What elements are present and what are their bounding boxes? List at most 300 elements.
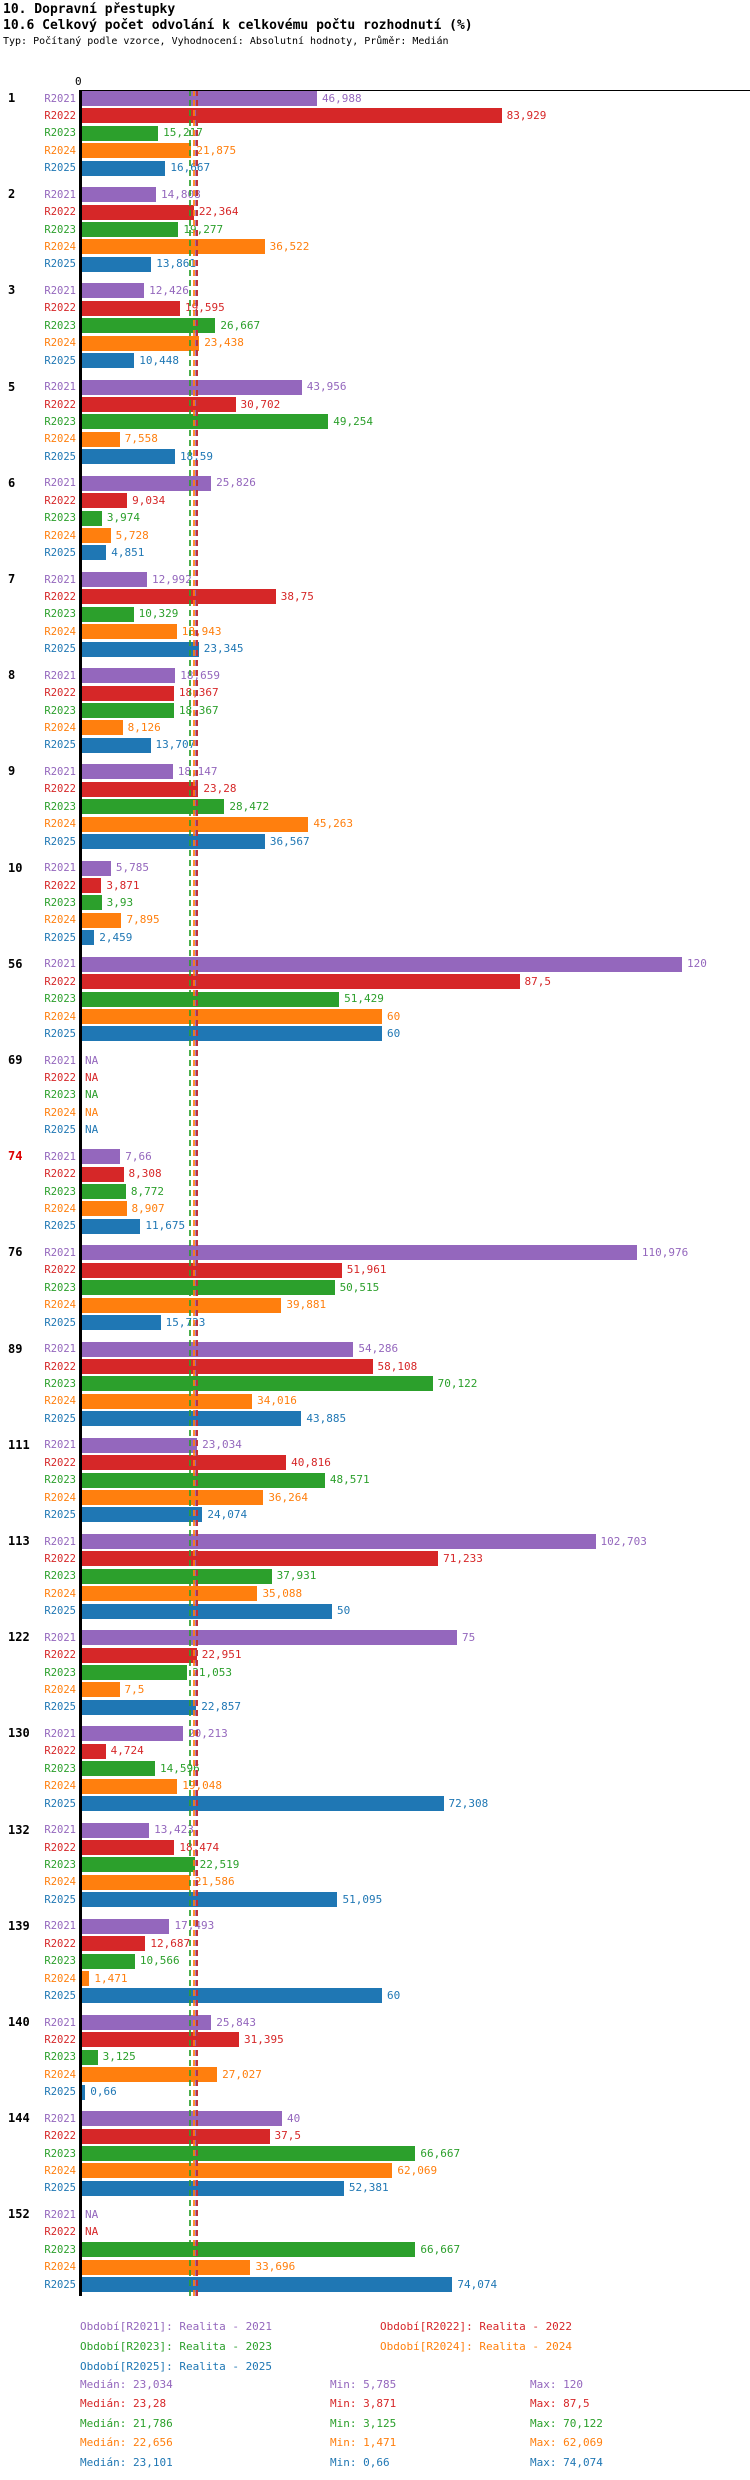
bar-R2022 — [82, 974, 520, 989]
bar-value-label: 25,826 — [216, 476, 256, 490]
bar-value-label: 22,951 — [201, 1648, 242, 1662]
x-axis-line — [79, 90, 750, 91]
bar-R2025 — [82, 1988, 382, 2003]
bar-R2022 — [82, 1744, 106, 1759]
bar-value-label: 51,095 — [342, 1892, 383, 1906]
bar-R2022 — [82, 589, 276, 604]
year-label: R2022 — [44, 1071, 76, 1084]
bar-R2021 — [82, 2111, 282, 2126]
bar-R2021 — [82, 91, 317, 106]
year-label: R2022 — [44, 1649, 76, 1662]
chart-category-title: 10. Dopravní přestupky — [3, 2, 176, 17]
year-label: R2024 — [44, 240, 76, 253]
bar-R2024 — [82, 432, 120, 447]
bar-value-label: 54,286 — [358, 1342, 399, 1356]
axis-zero-label: 0 — [75, 75, 82, 88]
stat-max-R2021: Max: 120 — [530, 2378, 583, 2391]
bar-R2024 — [82, 1971, 89, 1986]
bar-R2023 — [82, 1761, 155, 1776]
bar-value-label: 12,992 — [151, 572, 192, 586]
bar-R2021 — [82, 476, 211, 491]
bar-R2025 — [82, 738, 151, 753]
year-label: R2021 — [44, 1727, 76, 1740]
bar-value-label: 49,254 — [333, 414, 374, 428]
stat-min-R2023: Min: 3,125 — [330, 2416, 397, 2430]
group-label: 2 — [8, 187, 16, 202]
bar-value-label: 36,522 — [269, 239, 310, 253]
bar-R2024 — [82, 2163, 392, 2178]
bar-R2021 — [82, 861, 111, 876]
bar-R2023 — [82, 1665, 187, 1680]
year-label: R2024 — [44, 1972, 76, 1985]
bar-value-label: 3,974 — [106, 511, 140, 525]
bar-value-label: 3,93 — [106, 895, 134, 909]
bar-R2024 — [82, 1394, 252, 1409]
bar-R2023 — [82, 607, 134, 622]
year-label: R2024 — [44, 1202, 76, 1215]
stat-median-R2023: Medián: 21,786 — [80, 2416, 173, 2430]
year-label: R2025 — [44, 1412, 76, 1425]
group-label: 69 — [8, 1053, 23, 1067]
group-label: 9 — [8, 764, 16, 779]
bar-value-label: 110,976 — [641, 1245, 689, 1259]
year-label: R2024 — [44, 144, 76, 157]
year-label: R2025 — [44, 546, 76, 559]
bar-value-label: 2,459 — [99, 930, 133, 944]
year-label: R2022 — [44, 1937, 76, 1950]
stat-max-R2023: Max: 70,122 — [530, 2416, 603, 2430]
bar-value-label: 31,395 — [243, 2032, 284, 2046]
bar-R2025 — [82, 930, 94, 945]
bar-R2024 — [82, 913, 121, 928]
year-label: R2023 — [44, 1377, 76, 1390]
year-label: R2025 — [44, 835, 76, 848]
bar-value-label: 87,5 — [524, 974, 551, 988]
bar-R2021 — [82, 1630, 457, 1645]
bar-R2024 — [82, 1490, 263, 1505]
group-label: 3 — [8, 283, 16, 298]
bar-value-label: 35,088 — [262, 1586, 303, 1600]
bar-R2024 — [82, 239, 265, 254]
year-label: R2022 — [44, 1168, 76, 1181]
year-label: R2024 — [44, 1587, 76, 1600]
year-label: R2024 — [44, 721, 76, 734]
year-label: R2021 — [44, 1054, 76, 1067]
year-label: R2025 — [44, 1124, 76, 1137]
year-label: R2022 — [44, 590, 76, 603]
bar-R2021 — [82, 380, 302, 395]
bar-value-label: 13,423 — [154, 1823, 194, 1837]
bar-value-label: 60 — [387, 1026, 401, 1040]
year-label: R2021 — [44, 2208, 76, 2221]
bar-value-label: 40,816 — [291, 1455, 331, 1469]
bar-R2024 — [82, 1201, 127, 1216]
bar-value-label: 18,59 — [179, 449, 214, 463]
group-label: 7 — [8, 572, 16, 586]
stat-max-R2024: Max: 62,069 — [530, 2436, 603, 2450]
bar-R2023 — [82, 2146, 415, 2161]
year-label: R2024 — [44, 1010, 76, 1023]
year-label: R2021 — [44, 1824, 76, 1837]
bar-R2025 — [82, 2085, 85, 2100]
na-label: NA — [85, 2225, 99, 2239]
bar-value-label: 36,567 — [269, 834, 310, 848]
bar-value-label: 14,596 — [159, 1761, 200, 1775]
year-label: R2023 — [44, 608, 76, 621]
year-label: R2025 — [44, 1989, 76, 2002]
bar-value-label: 46,988 — [321, 91, 362, 105]
bar-R2025 — [82, 1026, 382, 1041]
bar-value-label: 39,881 — [286, 1298, 327, 1312]
year-label: R2025 — [44, 931, 76, 944]
year-label: R2024 — [44, 625, 76, 638]
year-label: R2023 — [44, 704, 76, 717]
bar-value-label: 22,364 — [198, 205, 239, 219]
bar-R2023 — [82, 799, 224, 814]
year-label: R2022 — [44, 206, 76, 219]
bar-value-label: 60 — [387, 1009, 401, 1023]
year-label: R2024 — [44, 1299, 76, 1312]
year-label: R2024 — [44, 2164, 76, 2177]
bar-value-label: 51,429 — [344, 992, 384, 1006]
bar-R2021 — [82, 2015, 211, 2030]
year-label: R2021 — [44, 1439, 76, 1452]
na-label: NA — [85, 1123, 99, 1137]
bar-value-label: 20,213 — [188, 1726, 228, 1740]
year-label: R2022 — [44, 975, 76, 988]
year-label: R2021 — [44, 958, 76, 971]
bar-R2022 — [82, 493, 127, 508]
bar-R2022 — [82, 1455, 286, 1470]
bar-value-label: 30,702 — [240, 397, 281, 411]
bar-R2022 — [82, 1648, 197, 1663]
group-label: 76 — [8, 1245, 23, 1260]
bar-R2025 — [82, 545, 106, 560]
group-label: 5 — [8, 379, 16, 394]
year-label: R2023 — [44, 2243, 76, 2256]
bar-value-label: 62,069 — [397, 2163, 438, 2177]
year-label: R2022 — [44, 302, 76, 315]
median-line-R2023 — [189, 90, 191, 2296]
bar-R2024 — [82, 1009, 382, 1024]
year-label: R2023 — [44, 512, 76, 525]
bar-value-label: 13,861 — [156, 257, 197, 271]
year-label: R2021 — [44, 1631, 76, 1644]
na-label: NA — [85, 1070, 99, 1084]
chart-meta-line: Typ: Počítaný podle vzorce, Vyhodnocení: Absolutní hodnoty, Průměr: Medián — [3, 36, 449, 47]
bar-R2024 — [82, 336, 199, 351]
bar-R2022 — [82, 1840, 174, 1855]
bar-R2022 — [82, 782, 198, 797]
bar-R2022 — [82, 205, 194, 220]
year-label: R2025 — [44, 1701, 76, 1714]
year-label: R2022 — [44, 109, 76, 122]
na-label: NA — [85, 1105, 99, 1119]
group-label: 10 — [8, 860, 23, 875]
year-label: R2025 — [44, 1893, 76, 1906]
year-label: R2022 — [44, 2130, 76, 2143]
bar-R2025 — [82, 642, 199, 657]
bar-R2023 — [82, 2050, 98, 2065]
legend-item-R2025: Období[R2025]: Realita - 2025 — [80, 2360, 273, 2373]
bar-R2023 — [82, 1184, 126, 1199]
bar-value-label: 15,217 — [163, 126, 203, 140]
bar-value-label: 75 — [462, 1630, 476, 1644]
bar-value-label: 18,943 — [181, 624, 222, 638]
bar-value-label: 8,772 — [130, 1184, 164, 1198]
bar-value-label: 4,851 — [111, 545, 145, 559]
bar-value-label: 18,367 — [178, 686, 219, 700]
bar-value-label: 9,034 — [132, 493, 166, 507]
bar-value-label: 70,122 — [437, 1376, 478, 1390]
bar-value-label: 33,696 — [255, 2260, 296, 2274]
bar-R2021 — [82, 764, 173, 779]
group-label: 1 — [8, 91, 16, 105]
year-label: R2025 — [44, 739, 76, 752]
year-label: R2022 — [44, 879, 76, 892]
year-label: R2022 — [44, 687, 76, 700]
bar-R2022 — [82, 301, 180, 316]
stat-median-R2022: Medián: 23,28 — [80, 2397, 167, 2411]
bar-R2022 — [82, 878, 101, 893]
bar-R2023 — [82, 1569, 272, 1584]
bar-R2025 — [82, 353, 134, 368]
bar-value-label: 23,034 — [202, 1438, 242, 1452]
bar-R2022 — [82, 397, 236, 412]
year-label: R2021 — [44, 1246, 76, 1259]
year-label: R2021 — [44, 2112, 76, 2125]
bar-R2022 — [82, 1167, 124, 1182]
year-label: R2023 — [44, 2147, 76, 2160]
bar-R2024 — [82, 2260, 250, 2275]
bar-value-label: 50 — [337, 1604, 351, 1618]
bar-value-label: 12,687 — [150, 1936, 191, 1950]
year-label: R2025 — [44, 2278, 76, 2291]
bar-R2024 — [82, 624, 177, 639]
na-label: NA — [85, 1053, 99, 1067]
year-label: R2023 — [44, 896, 76, 909]
year-label: R2023 — [44, 1185, 76, 1198]
group-label: 122 — [8, 1630, 30, 1645]
na-label: NA — [85, 1088, 99, 1102]
year-label: R2022 — [44, 2226, 76, 2239]
bar-value-label: 5,728 — [115, 528, 149, 542]
bar-value-label: 50,515 — [339, 1280, 380, 1294]
group-label: 56 — [8, 956, 23, 971]
bar-value-label: 18,147 — [177, 764, 218, 778]
bar-value-label: 25,843 — [216, 2015, 256, 2029]
bar-value-label: 51,961 — [346, 1263, 387, 1277]
bar-value-label: 8,126 — [127, 720, 161, 734]
year-label: R2025 — [44, 162, 76, 175]
year-label: R2022 — [44, 2033, 76, 2046]
bar-value-label: 72,308 — [448, 1796, 489, 1810]
bar-value-label: 13,707 — [155, 738, 196, 752]
bar-value-label: 24,074 — [207, 1507, 248, 1521]
year-label: R2025 — [44, 643, 76, 656]
year-label: R2025 — [44, 258, 76, 271]
bar-R2021 — [82, 572, 147, 587]
year-label: R2025 — [44, 1027, 76, 1040]
bar-value-label: 52,381 — [348, 2181, 389, 2195]
bar-value-label: 1,471 — [94, 1971, 128, 1985]
bar-R2021 — [82, 187, 156, 202]
bar-R2025 — [82, 1507, 202, 1522]
group-label: 74 — [8, 1149, 23, 1164]
bar-R2021 — [82, 1823, 149, 1838]
bar-R2023 — [82, 222, 178, 237]
bar-value-label: 18,659 — [180, 668, 221, 682]
bar-value-label: 38,75 — [280, 589, 314, 603]
year-label: R2025 — [44, 354, 76, 367]
year-label: R2021 — [44, 1150, 76, 1163]
bar-R2024 — [82, 1586, 257, 1601]
group-label: 144 — [8, 2111, 30, 2126]
bar-value-label: 48,571 — [329, 1473, 370, 1487]
na-label: NA — [85, 2207, 99, 2221]
year-label: R2021 — [44, 862, 76, 875]
year-label: R2025 — [44, 1220, 76, 1233]
stat-min-R2025: Min: 0,66 — [330, 2455, 390, 2469]
bar-value-label: 37,931 — [276, 1569, 317, 1583]
bar-value-label: 120 — [687, 957, 707, 971]
legend-item-R2022: Období[R2022]: Realita - 2022 — [380, 2320, 573, 2333]
bar-value-label: 8,308 — [128, 1167, 162, 1181]
group-label: 89 — [8, 1341, 23, 1356]
bar-value-label: 23,438 — [204, 336, 244, 350]
stat-median-R2024: Medián: 22,656 — [80, 2436, 173, 2450]
median-line-R2022 — [196, 90, 198, 2296]
bar-value-label: 10,329 — [138, 607, 179, 621]
bar-value-label: 71,233 — [443, 1551, 483, 1565]
year-label: R2022 — [44, 1264, 76, 1277]
bar-value-label: 8,907 — [131, 1201, 165, 1215]
year-label: R2023 — [44, 319, 76, 332]
year-label: R2021 — [44, 2016, 76, 2029]
bar-value-label: 102,703 — [600, 1534, 647, 1548]
year-label: R2021 — [44, 1920, 76, 1933]
bar-R2023 — [82, 414, 328, 429]
year-label: R2024 — [44, 433, 76, 446]
bar-value-label: 26,667 — [220, 318, 261, 332]
bar-R2024 — [82, 1298, 281, 1313]
bar-value-label: 10,448 — [139, 353, 179, 367]
bar-value-label: 7,66 — [125, 1149, 152, 1163]
year-label: R2022 — [44, 1360, 76, 1373]
group-label: 113 — [8, 1534, 30, 1548]
year-label: R2021 — [44, 381, 76, 394]
bar-value-label: 19,048 — [182, 1779, 222, 1793]
bar-R2025 — [82, 2181, 344, 2196]
bar-value-label: 10,566 — [139, 1954, 180, 1968]
bar-value-label: 21,053 — [192, 1665, 232, 1679]
bar-R2023 — [82, 703, 174, 718]
group-label: 111 — [8, 1437, 30, 1452]
bar-R2025 — [82, 1604, 332, 1619]
bar-R2025 — [82, 257, 151, 272]
year-label: R2023 — [44, 1474, 76, 1487]
bar-value-label: 36,264 — [268, 1490, 309, 1504]
bar-R2023 — [82, 1280, 335, 1295]
legend-item-R2024: Období[R2024]: Realita - 2024 — [380, 2340, 573, 2353]
bar-R2024 — [82, 528, 111, 543]
year-label: R2024 — [44, 529, 76, 542]
bar-R2021 — [82, 1342, 353, 1357]
bar-value-label: 34,016 — [257, 1394, 297, 1408]
year-label: R2024 — [44, 1780, 76, 1793]
bar-value-label: 16,667 — [170, 161, 211, 175]
year-label: R2025 — [44, 2086, 76, 2099]
year-label: R2021 — [44, 669, 76, 682]
year-label: R2024 — [44, 914, 76, 927]
bar-chart — [0, 90, 750, 2305]
bar-value-label: 23,345 — [203, 642, 244, 656]
year-label: R2022 — [44, 1745, 76, 1758]
bar-R2021 — [82, 1149, 120, 1164]
year-label: R2021 — [44, 92, 76, 105]
group-label: 132 — [8, 1822, 30, 1837]
bar-value-label: 5,785 — [115, 861, 150, 875]
year-label: R2023 — [44, 1570, 76, 1583]
bar-R2021 — [82, 283, 144, 298]
year-label: R2025 — [44, 1797, 76, 1810]
bar-value-label: 0,66 — [90, 2085, 117, 2099]
year-label: R2021 — [44, 188, 76, 201]
stat-min-R2024: Min: 1,471 — [330, 2436, 397, 2450]
bar-value-label: 15,723 — [165, 1315, 206, 1329]
bar-R2021 — [82, 1245, 637, 1260]
bar-value-label: 11,675 — [145, 1219, 186, 1233]
group-label: 139 — [8, 1918, 30, 1933]
bar-R2024 — [82, 1682, 120, 1697]
year-label: R2024 — [44, 1395, 76, 1408]
group-label: 6 — [8, 475, 16, 490]
year-label: R2024 — [44, 2068, 76, 2081]
year-label: R2021 — [44, 1343, 76, 1356]
bar-R2023 — [82, 1857, 195, 1872]
bar-R2024 — [82, 143, 191, 158]
bar-value-label: 66,667 — [420, 2146, 461, 2160]
bar-value-label: 7,895 — [126, 913, 160, 927]
year-label: R2023 — [44, 2051, 76, 2064]
bar-value-label: 17,493 — [174, 1919, 215, 1933]
bar-R2021 — [82, 1438, 197, 1453]
bar-R2022 — [82, 1936, 145, 1951]
bar-R2022 — [82, 1263, 342, 1278]
bar-value-label: 4,724 — [110, 1744, 144, 1758]
year-label: R2022 — [44, 783, 76, 796]
stat-min-R2021: Min: 5,785 — [330, 2378, 397, 2391]
year-label: R2021 — [44, 477, 76, 490]
bar-value-label: 37,5 — [274, 2129, 301, 2143]
bar-R2025 — [82, 449, 175, 464]
bar-value-label: 14,808 — [161, 187, 201, 201]
year-label: R2023 — [44, 1955, 76, 1968]
year-label: R2024 — [44, 1683, 76, 1696]
bar-R2022 — [82, 2129, 270, 2144]
year-label: R2022 — [44, 1456, 76, 1469]
year-label: R2023 — [44, 223, 76, 236]
bar-R2023 — [82, 992, 339, 1007]
bar-value-label: 28,472 — [229, 799, 270, 813]
bar-R2023 — [82, 2242, 415, 2257]
group-label: 8 — [8, 668, 16, 683]
bar-R2023 — [82, 895, 102, 910]
year-label: R2021 — [44, 1535, 76, 1548]
bar-value-label: 43,956 — [306, 380, 347, 394]
year-label: R2023 — [44, 127, 76, 140]
bar-R2025 — [82, 1315, 161, 1330]
